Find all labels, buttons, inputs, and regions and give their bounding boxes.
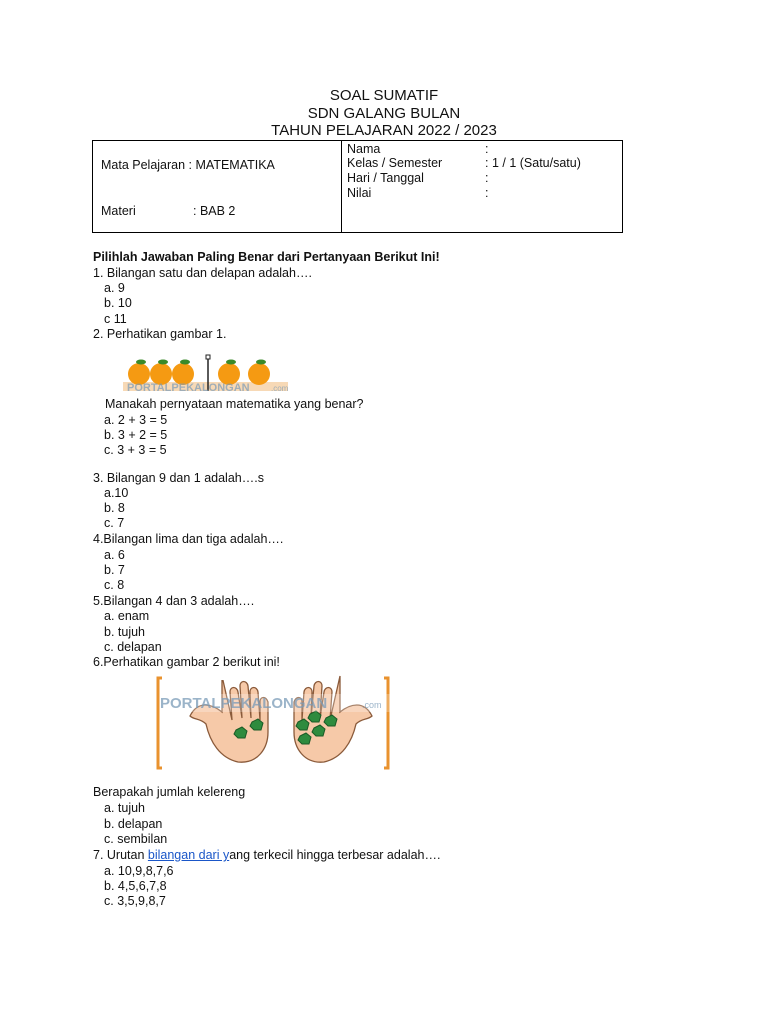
q1-option-b: b. 10: [104, 296, 132, 310]
date-label: Hari / Tanggal: [347, 171, 424, 185]
material-label: Materi: [101, 204, 136, 218]
oranges-image: [121, 345, 327, 395]
q6-option-a: a. tujuh: [104, 801, 146, 815]
question-3: 3. Bilangan 9 dan 1 adalah….s: [93, 471, 264, 485]
image-2-watermark-suffix: .com: [362, 700, 382, 710]
q7-link[interactable]: bilangan dari y: [147, 848, 230, 862]
q4-option-a: a. 6: [104, 548, 125, 562]
question-1: 1. Bilangan satu dan delapan adalah….: [93, 266, 312, 280]
q3-option-a: a.10: [104, 486, 129, 500]
q6-option-b: b. delapan: [104, 817, 163, 831]
score-label: Nilai: [347, 186, 372, 200]
q2-option-b: b. 3 + 2 = 5: [104, 428, 168, 442]
q7-option-b: b. 4,5,6,7,8: [104, 879, 167, 893]
q4-option-b: b. 7: [104, 563, 125, 577]
q5-option-a: a. enam: [104, 609, 150, 623]
q1-option-c: c 11: [104, 312, 127, 326]
q3-option-b: b. 8: [104, 501, 125, 515]
q7-text-end: ang terkecil hingga terbesar adalah….: [229, 848, 441, 862]
question-2: 2. Perhatikan gambar 1.: [93, 327, 227, 341]
q1-option-a: a. 9: [104, 281, 125, 295]
image-2-watermark: PORTALPEKALONGAN: [160, 695, 328, 712]
q7-option-c: c. 3,5,9,8,7: [104, 894, 166, 908]
image-1-watermark: PORTALPEKALONGAN: [127, 382, 250, 394]
date-colon: :: [485, 171, 489, 185]
class-value: : 1 / 1 (Satu/satu): [485, 156, 581, 170]
class-label: Kelas / Semester: [347, 156, 443, 170]
q5-option-c: c. delapan: [104, 640, 162, 654]
question-4: 4.Bilangan lima dan tiga adalah….: [93, 532, 284, 546]
material-value: : BAB 2: [193, 204, 236, 218]
name-colon: :: [485, 142, 489, 156]
info-divider: [341, 141, 342, 232]
q7-text-start: 7. Urutan: [93, 848, 148, 862]
q3-option-c: c. 7: [104, 516, 125, 530]
title-line-1: SOAL SUMATIF: [329, 87, 439, 104]
hands-marbles-image: [154, 672, 464, 772]
q2-option-a: a. 2 + 3 = 5: [104, 413, 168, 427]
instruction: Pilihlah Jawaban Paling Benar dari Pertanyaan Berikut Ini!: [93, 250, 440, 264]
title-line-3: TAHUN PELAJARAN 2022 / 2023: [271, 122, 497, 139]
score-colon: :: [485, 186, 489, 200]
q2-option-c: c. 3 + 3 = 5: [104, 443, 167, 457]
question-6: 6.Perhatikan gambar 2 berikut ini!: [93, 655, 280, 669]
title-line-2: SDN GALANG BULAN: [307, 105, 461, 122]
q6-option-c: c. sembilan: [104, 832, 168, 846]
image-1-watermark-suffix: .com: [271, 384, 289, 393]
name-label: Nama: [347, 142, 381, 156]
question-5: 5.Bilangan 4 dan 3 adalah….: [93, 594, 255, 608]
question-7: [93, 848, 440, 863]
info-table: [92, 140, 623, 233]
q2-prompt: Manakah pernyataan matematika yang benar?: [105, 397, 364, 411]
q7-option-a: a. 10,9,8,7,6: [104, 864, 174, 878]
q4-option-c: c. 8: [104, 578, 125, 592]
subject-field: Mata Pelajaran : MATEMATIKA: [101, 158, 275, 172]
q6-prompt: Berapakah jumlah kelereng: [93, 785, 246, 799]
q5-option-b: b. tujuh: [104, 625, 146, 639]
